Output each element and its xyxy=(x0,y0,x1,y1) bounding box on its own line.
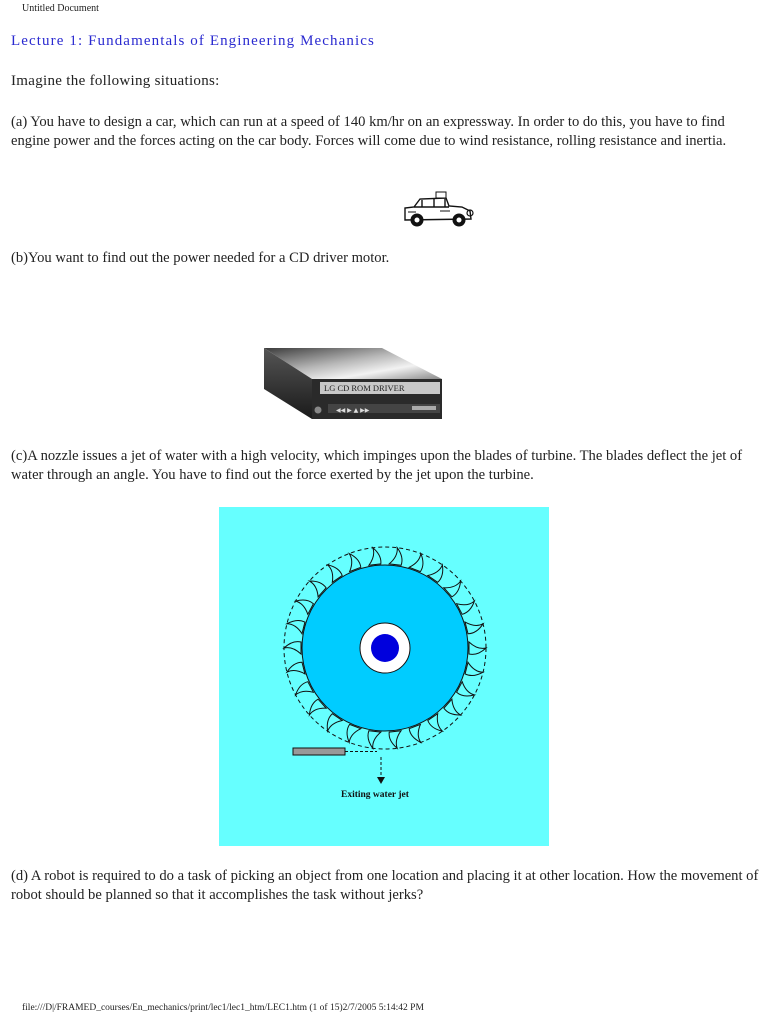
exiting-water-jet-label: Exiting water jet xyxy=(341,790,409,800)
turbine-blade xyxy=(465,622,483,634)
lecture-heading: Lecture 1: Fundamentals of Engineering Mechanics xyxy=(11,33,375,49)
turbine-blade xyxy=(368,731,381,749)
exit-jet-arrow xyxy=(377,777,385,784)
footer-file-path: file:///D|/FRAMED_courses/En_mechanics/print/lec1/lec1_htm/LEC1.htm (1 of 15)2/7/2005 5:14:42 PM xyxy=(22,1003,424,1013)
cd-drive-label: LG CD ROM DRIVER xyxy=(324,383,405,393)
turbine-blade xyxy=(284,642,301,654)
cd-rom-drive-image xyxy=(262,345,444,421)
car-image xyxy=(400,190,474,232)
nozzle xyxy=(293,748,345,755)
turbine-blade xyxy=(389,731,401,749)
turbine-blade xyxy=(287,620,305,633)
turbine-diagram xyxy=(219,507,549,846)
situation-b-text: (b)You want to find out the power needed for a CD driver motor. xyxy=(11,250,390,266)
turbine-blade xyxy=(469,642,486,654)
situation-d-text: (d) A robot is required to do a task of picking an object from one location and placing it at other location. How the movement of robot should be planned so that it accomplishes the task without jerks? xyxy=(11,868,759,903)
svg-text:◀◀ ▶ ▲ ▶▶: ◀◀ ▶ ▲ ▶▶ xyxy=(336,407,370,414)
intro-text: Imagine the following situations: xyxy=(11,73,220,89)
turbine-blade xyxy=(369,548,381,566)
situation-a-text: (a) You have to design a car, which can run at a speed of 140 km/hr on an expressway. In order to do this, you have to find engine power and the forces acting on the car body. Forces will come due to wind resistance, rolling resistance and inertia. xyxy=(11,114,727,149)
turbine-blade xyxy=(389,548,402,566)
situation-c-text: (c)A nozzle issues a jet of water with a high velocity, which impinges upon the blades of turbine. The blades deflect the jet of water through an angle. You have to find out the force exerted by the jet upon the turbine. xyxy=(11,448,743,483)
turbine-blade xyxy=(287,662,305,674)
turbine-hub xyxy=(371,634,399,662)
turbine-blade xyxy=(465,662,483,675)
document-title: Untitled Document xyxy=(22,3,99,14)
